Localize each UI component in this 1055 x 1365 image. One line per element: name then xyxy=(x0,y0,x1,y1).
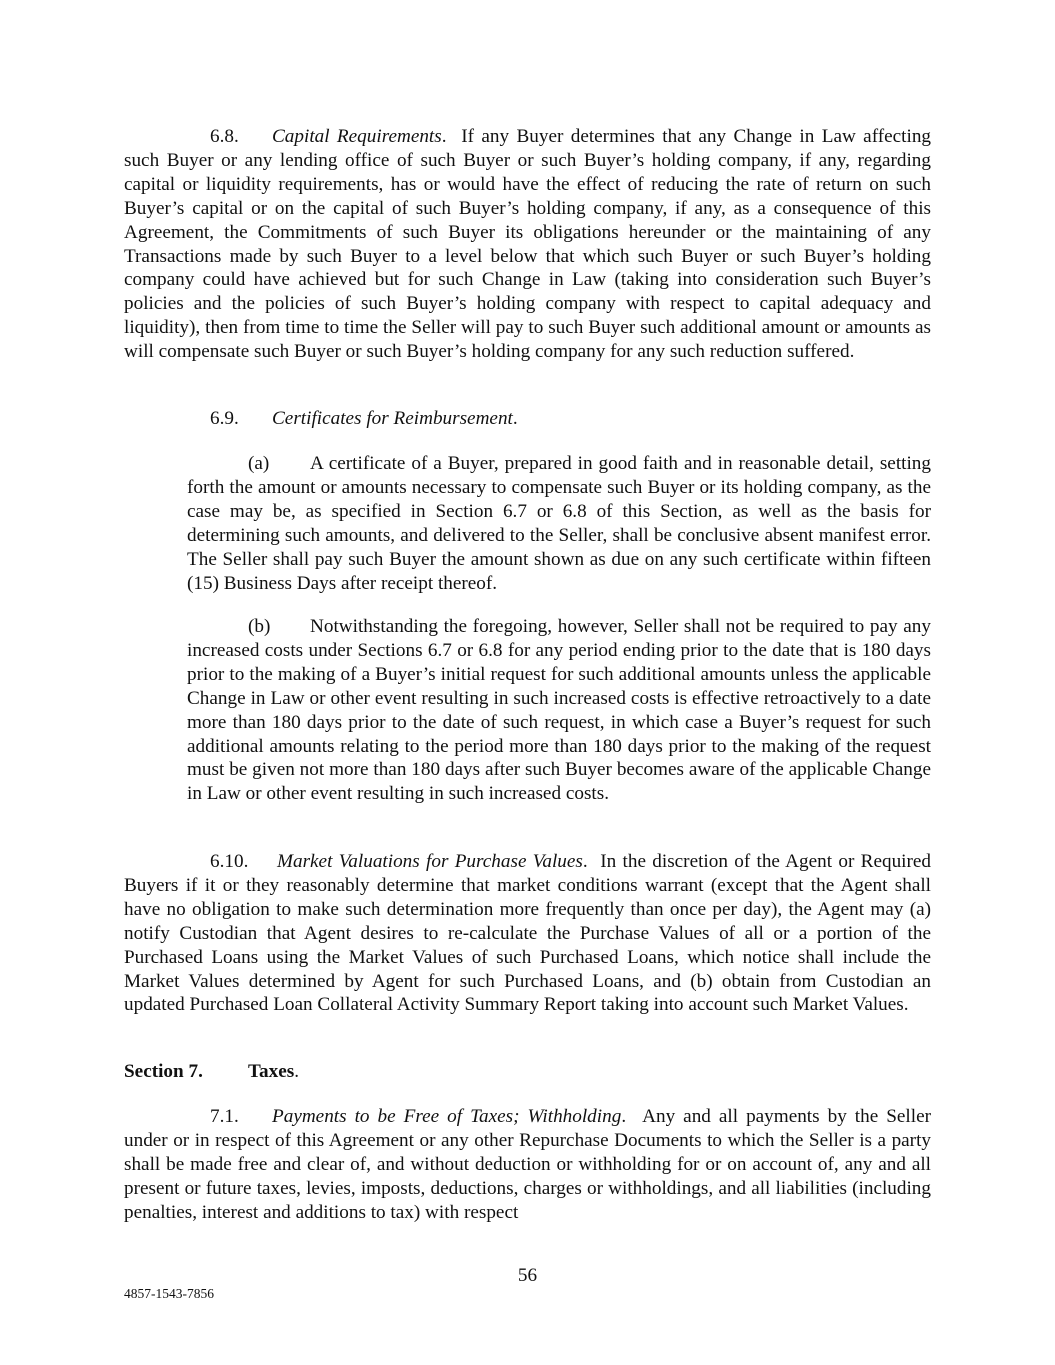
section-body: In the discretion of the Agent or Required Buyers if it or they reasonably determine that market conditions warrant (except that the Agent shall have no obligation to make such determination more frequently than once per day), the Agent may (a) notify Custodian that Agent desires to re-calculate the Purchase Values of all or a portion of the Purchased Loans using the Market Values of such Purchased Loans, which notice shall include the Market Values determined by Agent for such Purchased Loans, and (b) obtain from Custodian an updated Purchased Loan Collateral Activity Summary Report taking into account such Market Values. xyxy=(124,851,931,1016)
section-number: 6.9. xyxy=(210,408,239,429)
page-number: 56 xyxy=(517,1265,538,1286)
section-6-8-paragraph: 6.8. Capital Requirements. If any Buyer determines that any Change in Law affecting such Buyer or any lending office of such Buyer or such Buyer’s holding company, if any, regarding capital or liquidity requirements, has or would have the effect of reducing the rate of return on such Buyer’s capital or on the capital of such Buyer’s holding company, if any, as a consequence of this Agreement, the Commitments of such Buyer its obligations hereunder or the maintaining of any Transactions made by such Buyer to a level below that which such Buyer or such Buyer’s holding company could have achieved but for such Change in Law (taking into consideration such Buyer’s policies and the policies of such Buyer’s holding company with respect to capital adequacy and liquidity), then from time to time the Seller will pay to such Buyer such additional amount or amounts as will compensate such Buyer or such Buyer’s holding company for any such reduction suffered. xyxy=(124,126,932,363)
section-number: 7.1. xyxy=(210,1106,239,1127)
section-body: If any Buyer determines that any Change in Law affecting such Buyer or any lending office of such Buyer or such Buyer’s holding company, if any, regarding capital or liquidity requirements, has or would have the effect of reducing the rate of return on such Buyer’s capital or on the capital of such Buyer’s holding company, if any, as a consequence of this Agreement, the Commitments of such Buyer its obligations hereunder or the maintaining of any Transactions made by such Buyer to a level below that which such Buyer or such Buyer’s holding company could have achieved but for such Change in Law (taking into consideration such Buyer’s policies and the policies of such Buyer’s holding company with respect to capital adequacy and liquidity), then from time to time the Seller will pay to such Buyer such additional amount or amounts as will compensate such Buyer or such Buyer’s holding company for any such reduction suffered. xyxy=(124,126,932,363)
section-6-9-a-paragraph xyxy=(187,452,931,595)
section-6-9-heading: 6.9. Certificates for Reimbursement. xyxy=(210,408,518,429)
section-7-1-paragraph: 7.1. Payments to be Free of Taxes; Withholding. Any and all payments by the Seller under or in respect of this Agreement or any other Repurchase Documents to which the Seller is a party shall be made free and clear of, and without deduction or withholding for or on account of, any and all present or future taxes, levies, imposts, deductions, charges or withholdings, and all liabilities (including penalties, interest and additions to tax) with respect xyxy=(124,1106,932,1223)
section-caption: Payments to be Free of Taxes; Withholding xyxy=(272,1106,622,1127)
clause-label: (b) xyxy=(248,616,271,637)
section-label: Section 7. xyxy=(124,1061,203,1082)
section-body: Any and all payments by the Seller under or in respect of this Agreement or any other Repurchase Documents to which the Seller is a party shall be made free and clear of, and without deduction or withholding for or on account of, any and all present or future taxes, levies, imposts, deductions, charges or withholdings, and all liabilities (including penalties, interest and additions to tax) with respect xyxy=(124,1106,932,1223)
clause-body: A certificate of a Buyer, prepared in good faith and in reasonable detail, setting forth the amount or amounts necessary to compensate such Buyer or its holding company, as the case may be, as specified in Section 6.7 or 6.8 of this Section, as well as the basis for determining such amounts, and delivered to the Seller, shall be conclusive absent manifest error. The Seller shall pay such Buyer the amount shown as due on any such certificate within fifteen (15) Business Days after receipt thereof. xyxy=(187,453,931,594)
section-caption: Market Valuations for Purchase Values xyxy=(277,851,583,872)
section-caption: Certificates for Reimbursement xyxy=(272,408,513,429)
clause-body: Notwithstanding the foregoing, however, Seller shall not be required to pay any increased costs under Sections 6.7 or 6.8 for any period ending prior to the date that is 180 days prior to the making of a Buyer’s initial request for such additional amounts unless the applicable Change in Law or other event resulting in such increased costs is effective retroactively to a date more than 180 days prior to the date of such request, in which case a Buyer’s request for such additional amounts relating to the period more than 180 days prior to the making of the request must be given not more than 180 days after such Buyer becomes aware of the applicable Change in Law or other event resulting in such increased costs. xyxy=(187,616,931,805)
section-caption: Capital Requirements xyxy=(272,126,442,147)
section-number: 6.10. xyxy=(210,851,249,872)
section-6-9-b-paragraph xyxy=(187,615,931,806)
clause-label: (a) xyxy=(248,453,270,474)
section-number: 6.8. xyxy=(210,126,239,147)
section-6-10-paragraph: 6.10. Market Valuations for Purchase Values. In the discretion of the Agent or Required Buyers if it or they reasonably determine that market conditions warrant (except that the Agent shall have no obligation to make such determination more frequently than once per day), the Agent may (a) notify Custodian that Agent desires to re-calculate the Purchase Values of all or a portion of the Purchased Loans using the Market Values of such Purchased Loans, which notice shall include the Market Values determined by Agent for such Purchased Loans, and (b) obtain from Custodian an updated Purchased Loan Collateral Activity Summary Report taking into account such Market Values. xyxy=(124,851,931,1016)
section-7-heading: Section 7. Taxes. xyxy=(124,1061,300,1082)
section-title: Taxes xyxy=(248,1061,295,1082)
document-id: 4857-1543-7856 xyxy=(124,1286,214,1301)
